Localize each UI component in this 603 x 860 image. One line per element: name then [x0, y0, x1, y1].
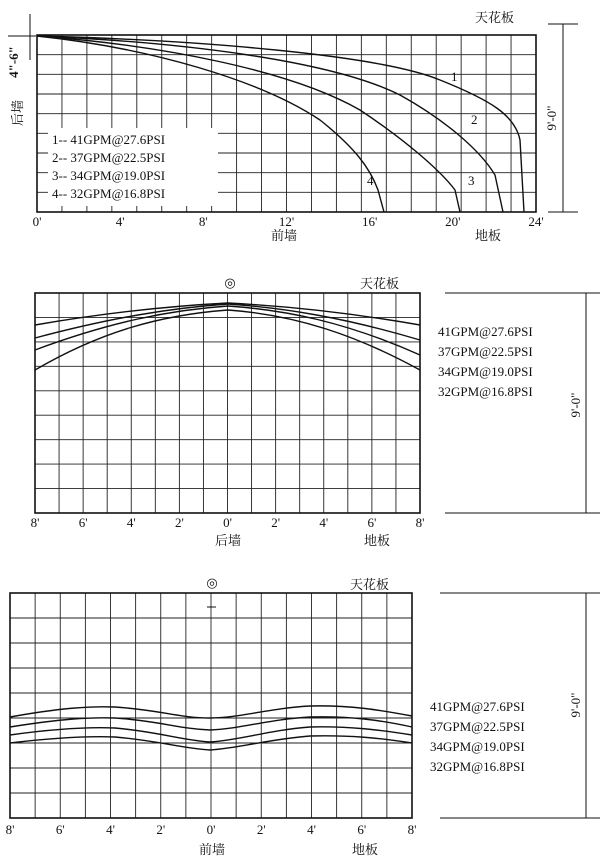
- panel-2-sprinkler-symbol: ◎: [224, 275, 236, 290]
- panel-3-tick-label: 0': [206, 822, 216, 837]
- panel-2-tick-label: 0': [223, 515, 232, 530]
- panel-3-tick-label: 8': [407, 822, 417, 837]
- panel-2-tick-label: 8': [415, 515, 425, 530]
- panel-2-back-wall-label: 后墙: [214, 534, 242, 549]
- panel-2-tick-label: 4': [126, 515, 136, 530]
- panel-1-front-wall-label: 前墙: [270, 229, 298, 244]
- panel-3-legend-3: 34GPM@19.0PSI: [430, 739, 525, 754]
- panel-2: [31, 275, 600, 549]
- panel-1-side-label: 后墙: [11, 100, 26, 127]
- panel-1-tick-label: 8': [198, 214, 208, 229]
- panel-2-height-label: 9'-0": [568, 392, 583, 418]
- panel-2-legend-3: 34GPM@19.0PSI: [438, 364, 533, 379]
- panel-1-tick-label: 20': [445, 214, 461, 229]
- panel-2-x-ticks: [31, 515, 425, 530]
- panel-3-tick-label: 2': [156, 822, 166, 837]
- panel-3-legend-4: 32GPM@16.8PSI: [430, 759, 525, 774]
- panel-1-tick-label: 24': [528, 214, 544, 229]
- panel-2-tick-label: 6': [367, 515, 377, 530]
- panel-3-legend-2: 37GPM@22.5PSI: [430, 719, 525, 734]
- panel-3: [6, 575, 600, 858]
- panel-3-tick-label: 6': [55, 822, 65, 837]
- panel-2-legend-4: 32GPM@16.8PSI: [438, 384, 533, 399]
- panel-1-height-label: 9'-0": [544, 105, 559, 131]
- panel-3-tick-label: 4': [307, 822, 316, 837]
- panel-3-tick-label: 8': [5, 822, 15, 837]
- panel-2-tick-label: 4': [319, 515, 329, 530]
- panel-3-front-wall-label: 前墙: [198, 843, 226, 858]
- panel-3-legend-1: 41GPM@27.6PSI: [430, 699, 525, 714]
- panel-2-grid: [35, 293, 420, 513]
- panel-3-tick-label: 4': [106, 822, 115, 837]
- panel-1-legend-2: 2-- 37GPM@22.5PSI: [52, 150, 166, 165]
- panel-2-legend-2: 37GPM@22.5PSI: [438, 344, 533, 359]
- panel-1-curve-number-4: 4: [367, 173, 374, 188]
- panel-2-legend-1: 41GPM@27.6PSI: [438, 324, 533, 339]
- panel-1-tick-label: 0': [32, 214, 42, 229]
- panel-2-ceiling-label: 天花板: [360, 277, 400, 292]
- panel-3-floor-label: 地板: [351, 843, 379, 858]
- panel-2-tick-label: 2': [271, 515, 281, 530]
- panel-3-height-label: 9'-0": [568, 692, 583, 718]
- panel-3-ceiling-label: 天花板: [350, 578, 390, 593]
- panel-1-curve-number-3: 3: [468, 173, 475, 188]
- panel-1-curve-number-1: 1: [451, 69, 458, 84]
- panel-3-tick-label: 6': [357, 822, 367, 837]
- panel-1-tick-label: 4': [115, 214, 125, 229]
- panel-3-grid: [10, 593, 412, 818]
- panel-2-floor-label: 地板: [363, 534, 391, 549]
- panel-3-x-ticks: [6, 822, 417, 837]
- panel-2-tick-label: 6': [78, 515, 88, 530]
- panel-1-x-ticks: [33, 214, 544, 229]
- panel-1-tick-label: 12': [278, 214, 295, 229]
- panel-2-tick-label: 2': [174, 515, 184, 530]
- panel-1-ceiling-label: 天花板: [475, 11, 515, 26]
- panel-1-curve-number-2: 2: [471, 112, 478, 127]
- panel-1-offset-label: 4"-6": [6, 46, 21, 78]
- panel-1-tick-label: 16': [361, 214, 378, 229]
- panel-1: [6, 10, 578, 244]
- panel-1-legend-3: 3-- 34GPM@19.0PSI: [52, 168, 166, 183]
- panel-1-legend-1: 1-- 41GPM@27.6PSI: [52, 132, 166, 147]
- panel-3-sprinkler-symbol: ◎: [206, 575, 218, 590]
- panel-1-floor-label: 地板: [474, 229, 502, 244]
- panel-3-tick-label: 2': [256, 822, 266, 837]
- panel-2-tick-label: 8': [30, 515, 40, 530]
- panel-1-legend-4: 4-- 32GPM@16.8PSI: [52, 186, 166, 201]
